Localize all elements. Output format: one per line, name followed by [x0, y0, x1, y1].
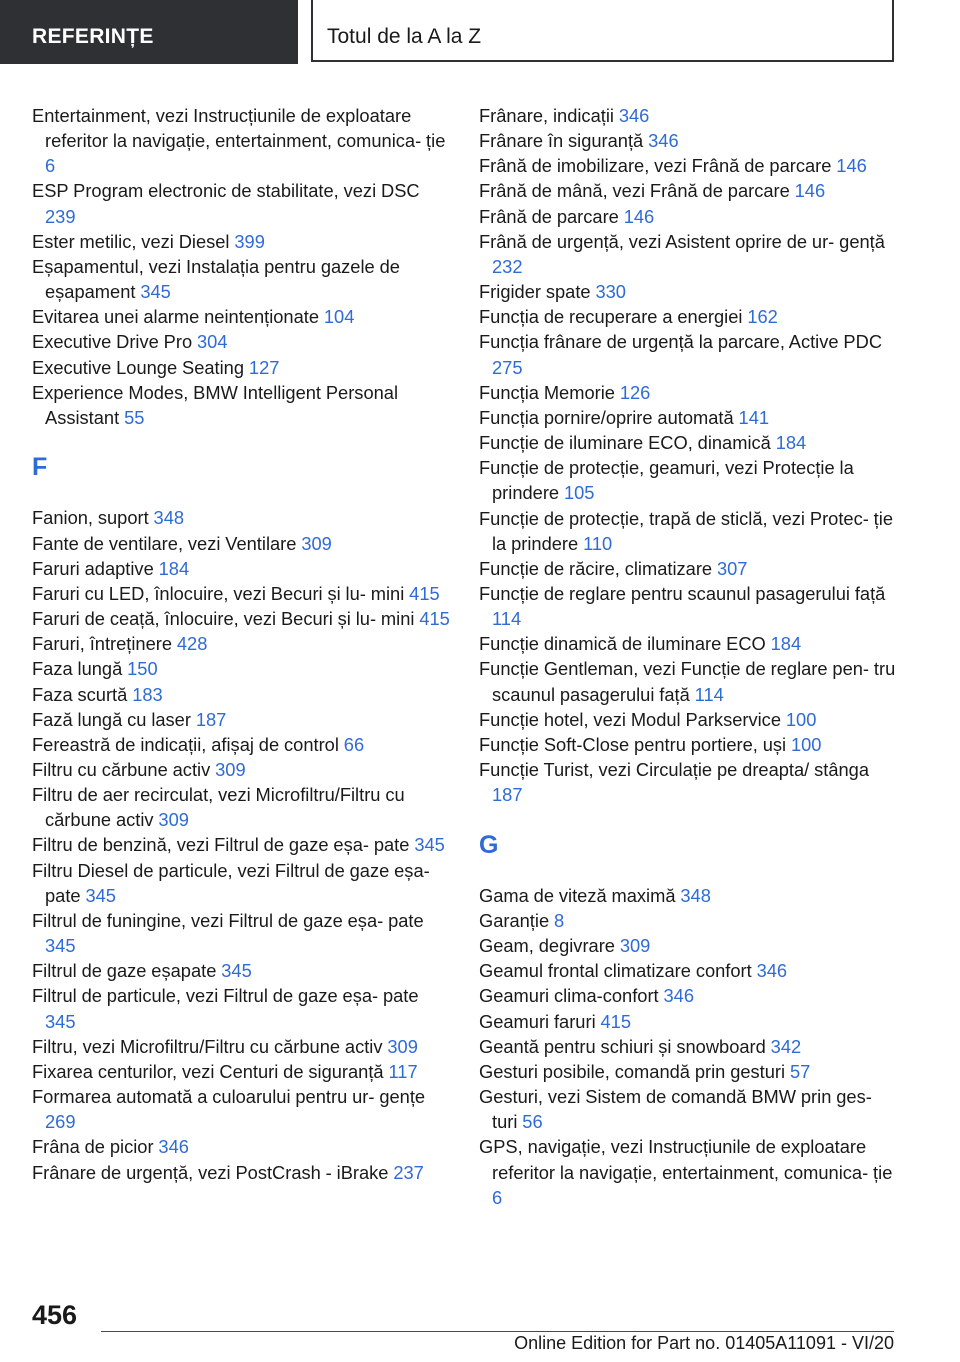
page-reference-link[interactable]: 114 — [492, 608, 522, 630]
index-entry-text: Filtru de benzină, vezi Filtrul de gaze eșa‐ pate — [32, 834, 415, 856]
index-entry-text: Frână de mână, vezi Frână de parcare — [479, 180, 795, 202]
index-entry-text: Filtru de aer recirculat, vezi Microfiltru/Filtru cu cărbune activ — [32, 784, 405, 831]
page-reference-link[interactable]: 117 — [388, 1060, 418, 1082]
index-entry-text: Faruri, întreținere — [32, 633, 177, 655]
page-reference-link[interactable]: 309 — [215, 759, 246, 781]
page-reference-link[interactable]: 304 — [197, 331, 228, 353]
page-number: 456 — [32, 1300, 78, 1330]
index-entry-text: Filtrul de funingine, vezi Filtrul de gaze eșa‐ pate — [32, 909, 424, 931]
index-entry — [32, 556, 450, 581]
index-entry — [32, 858, 450, 908]
index-entry — [32, 304, 450, 329]
index-entry — [32, 983, 450, 1033]
index-entry — [479, 204, 899, 229]
index-entry — [32, 832, 450, 857]
index-entry — [32, 1034, 450, 1059]
index-entry — [32, 254, 450, 304]
page-reference-link[interactable]: 342 — [770, 1035, 802, 1057]
index-entry — [32, 103, 450, 178]
index-entry — [479, 933, 899, 958]
page-reference-link[interactable]: 57 — [789, 1060, 811, 1082]
index-entry-text: Faza lungă — [32, 658, 128, 680]
page-reference-link[interactable]: 399 — [234, 230, 265, 252]
page-reference-link[interactable]: 114 — [694, 683, 724, 705]
index-entry — [32, 958, 450, 983]
index-entry-text: Filtrul de particule, vezi Filtrul de gaze eșa‐ pate — [32, 985, 419, 1007]
index-entry — [479, 1134, 899, 1209]
index-entry-text: Funcție de reglare pentru scaunul pasagerului față — [479, 582, 886, 604]
page-reference-link[interactable]: 415 — [409, 582, 440, 604]
index-entry — [479, 178, 899, 203]
index-column-left — [32, 103, 450, 1185]
index-entry-text: Faruri de ceață, înlocuire, vezi Becuri și lu‐ mini — [32, 608, 420, 630]
index-entry — [32, 656, 450, 681]
index-entry — [479, 1084, 899, 1134]
page-reference-link[interactable]: 100 — [790, 733, 822, 755]
index-entry — [32, 1084, 450, 1134]
page-reference-link[interactable]: 184 — [775, 432, 807, 454]
index-entry — [479, 656, 899, 706]
footer-divider — [101, 1331, 894, 1332]
index-entry — [32, 229, 450, 254]
index-entry-text: Frânare de urgență, vezi PostCrash - iBrake — [32, 1161, 394, 1183]
index-entry — [479, 1034, 899, 1059]
page-reference-link[interactable]: 345 — [140, 281, 171, 303]
page-reference-link[interactable]: 330 — [595, 281, 626, 303]
index-entry — [32, 606, 450, 631]
index-entry-text: Filtru cu cărbune activ — [32, 759, 216, 781]
page-reference-link[interactable]: 6 — [45, 155, 56, 177]
index-column-right — [479, 103, 899, 1210]
page-reference-link[interactable]: 127 — [248, 356, 280, 378]
index-entry — [479, 103, 899, 128]
page-reference-link[interactable]: 309 — [158, 809, 189, 831]
index-entry-text: Geam, degivrare — [479, 935, 620, 957]
page-reference-link[interactable]: 141 — [738, 406, 770, 428]
index-entry-text: Gesturi posibile, comandă prin gesturi — [479, 1060, 790, 1082]
page-reference-link[interactable]: 346 — [158, 1136, 189, 1158]
index-entry-text: Garanție — [479, 909, 554, 931]
page-reference-link[interactable]: 348 — [153, 507, 185, 529]
index-entry — [32, 631, 450, 656]
page-reference-link[interactable]: 183 — [132, 683, 163, 705]
index-entry — [32, 707, 450, 732]
index-entry-text: Funcție hotel, vezi Modul Parkservice — [479, 708, 786, 730]
index-entry — [32, 581, 450, 606]
index-entry-text: Evitarea unei alarme neintenționate — [32, 306, 324, 328]
page-reference-link[interactable]: 345 — [221, 960, 252, 982]
index-entry-text: Gesturi, vezi Sistem de comandă BMW prin ges‐ turi — [479, 1086, 872, 1133]
index-entry-text: Formarea automată a culoarului pentru ur‐ gențe — [32, 1086, 426, 1108]
page-reference-link[interactable]: 345 — [45, 1010, 76, 1032]
page-reference-link[interactable]: 187 — [492, 784, 523, 806]
page-reference-link[interactable]: 184 — [770, 633, 802, 655]
index-entry — [479, 380, 899, 405]
page-reference-link[interactable]: 346 — [756, 960, 788, 982]
index-letter-heading: F — [32, 453, 48, 482]
page-reference-link[interactable]: 309 — [619, 935, 651, 957]
page-reference-link[interactable]: 232 — [492, 255, 523, 277]
page-reference-link[interactable]: 104 — [323, 306, 355, 328]
index-entry — [479, 279, 899, 304]
index-entry — [32, 1134, 450, 1159]
index-entry — [479, 304, 899, 329]
index-entry — [32, 757, 450, 782]
index-entry — [479, 430, 899, 455]
index-entry-text: Eșapamentul, vezi Instalația pentru gazele de eșapament — [32, 255, 400, 303]
index-entry — [32, 682, 450, 707]
index-entry — [479, 506, 899, 556]
index-entry-text: Funcția frânare de urgență la parcare, Active PDC — [479, 331, 883, 353]
index-entry-text: Entertainment, vezi Instrucțiunile de exploatare referitor la navigație, entertainment, comunica‐ ție — [32, 105, 446, 152]
page-reference-link[interactable]: 346 — [663, 985, 695, 1007]
index-entry-text: Filtru Diesel de particule, vezi Filtrul de gaze eșa‐ pate — [32, 859, 430, 906]
index-entry — [32, 531, 450, 556]
index-entry — [479, 581, 899, 631]
index-entry-text: Funcție Soft-Close pentru portiere, uși — [479, 733, 791, 755]
page-reference-link[interactable]: 237 — [393, 1161, 424, 1183]
index-entry-text: ESP Program electronic de stabilitate, vezi DSC — [32, 180, 420, 202]
page-reference-link[interactable]: 66 — [343, 733, 365, 755]
index-entry-text: Funcție de protecție, trapă de sticlă, vezi Protec‐ ție la prindere — [479, 507, 893, 554]
index-entry-text: Frigider spate — [479, 281, 596, 303]
page-reference-link[interactable]: 187 — [195, 708, 227, 730]
page-reference-link[interactable]: 415 — [419, 608, 450, 630]
index-entry-text: Faruri adaptive — [32, 557, 159, 579]
page-reference-link[interactable]: 8 — [554, 909, 565, 931]
page-reference-link[interactable]: 345 — [85, 884, 116, 906]
index-entry-text: Frânare, indicații — [479, 105, 619, 126]
index-entry — [479, 229, 899, 279]
index-entry-text: Funcția Memorie — [479, 381, 620, 403]
page-reference-link[interactable]: 55 — [124, 406, 145, 428]
index-entry-text: Geamul frontal climatizare confort — [479, 960, 757, 982]
page-reference-link[interactable]: 146 — [836, 155, 867, 177]
index-entry-text: Filtru, vezi Microfiltru/Filtru cu cărbune activ — [32, 1035, 388, 1057]
index-entry-text: Ester metilic, vezi Diesel — [32, 230, 235, 252]
index-entry — [479, 757, 899, 807]
page-reference-link[interactable]: 269 — [45, 1111, 76, 1133]
index-entry — [479, 908, 899, 933]
index-entry — [479, 153, 899, 178]
page-reference-link[interactable]: 345 — [45, 935, 76, 957]
section-label: REFERINȚE — [32, 25, 154, 48]
index-entry-text: Executive Lounge Seating — [32, 356, 249, 378]
index-entry — [479, 1009, 899, 1034]
index-entry — [479, 455, 899, 505]
index-entry — [32, 1059, 450, 1084]
page-reference-link[interactable]: 110 — [583, 532, 613, 554]
index-entry-text: Executive Drive Pro — [32, 331, 198, 353]
index-entry-text: Funcție Turist, vezi Circulație pe dreapta/ stânga — [479, 759, 870, 781]
page-reference-link[interactable]: 100 — [785, 708, 817, 730]
index-entry — [32, 355, 450, 380]
page-header — [311, 0, 894, 62]
index-entry-text: Frânare în siguranță — [479, 130, 649, 152]
page-reference-link[interactable]: 348 — [680, 884, 711, 906]
index-entry — [32, 505, 450, 530]
index-entry — [479, 128, 899, 153]
index-entry — [479, 983, 899, 1008]
index-entry — [479, 405, 899, 430]
index-entry-text: Fixarea centurilor, vezi Centuri de siguranță — [32, 1060, 389, 1082]
index-entry-text: Frâna de picior — [32, 1136, 159, 1158]
index-entry-text: Frână de urgență, vezi Asistent oprire de ur‐ gență — [479, 230, 885, 252]
index-entry-text: Fante de ventilare, vezi Ventilare — [32, 532, 302, 554]
index-entry — [32, 178, 450, 228]
index-entry-text: Gama de viteză maximă — [479, 884, 681, 906]
index-entry-text: GPS, navigație, vezi Instrucțiunile de exploatare referitor la navigație, entertainment, comunica‐ ție — [479, 1136, 893, 1183]
index-entry-text: Funcția de recuperare a energiei — [479, 306, 748, 328]
index-entry — [479, 631, 899, 656]
page-reference-link[interactable]: 6 — [492, 1186, 503, 1208]
index-entry-text: Fereastră de indicații, afișaj de control — [32, 733, 344, 755]
index-entry — [32, 380, 450, 430]
index-entry-text: Funcție de protecție, geamuri, vezi Protecție la prindere — [479, 457, 854, 504]
index-entry — [32, 1160, 450, 1185]
page-reference-link[interactable]: 345 — [414, 834, 445, 856]
index-entry-text: Fază lungă cu laser — [32, 708, 196, 730]
page-reference-link[interactable]: 162 — [747, 306, 778, 328]
index-entry — [479, 958, 899, 983]
index-letter-heading: G — [479, 830, 499, 859]
page-reference-link[interactable]: 56 — [522, 1111, 543, 1133]
page-reference-link[interactable]: 146 — [623, 205, 655, 227]
section-tab — [0, 0, 298, 64]
index-entry-text: Funcția pornire/oprire automată — [479, 406, 739, 428]
index-entry — [32, 908, 450, 958]
index-entry-text: Geamuri clima-confort — [479, 985, 664, 1007]
page-reference-link[interactable]: 150 — [127, 658, 158, 680]
index-entry-text: Funcție dinamică de iluminare ECO — [479, 633, 771, 655]
page-reference-link[interactable]: 105 — [563, 482, 595, 504]
page-reference-link[interactable]: 309 — [387, 1035, 418, 1057]
index-entry-text: Geamuri faruri — [479, 1010, 601, 1032]
page-reference-link[interactable]: 275 — [492, 356, 523, 378]
index-entry-text: Faza scurtă — [32, 683, 133, 705]
index-entry — [32, 782, 450, 832]
index-entry — [32, 732, 450, 757]
index-entry-text: Funcție Gentleman, vezi Funcție de reglare pen‐ tru scaunul pasagerului față — [479, 658, 896, 705]
page-reference-link[interactable]: 184 — [158, 557, 190, 579]
page-reference-link[interactable]: 146 — [794, 180, 826, 202]
index-entry-text: Experience Modes, BMW Intelligent Personal Assistant — [32, 381, 399, 428]
index-entry-text: Frână de imobilizare, vezi Frână de parcare — [479, 155, 837, 177]
index-entry-text: Funcție de iluminare ECO, dinamică — [479, 432, 776, 454]
page-reference-link[interactable]: 309 — [301, 532, 332, 554]
index-entry-text: Fanion, suport — [32, 507, 154, 529]
page-title: Totul de la A la Z — [327, 25, 482, 48]
page-reference-link[interactable]: 239 — [45, 205, 76, 227]
footer-edition: Online Edition for Part no. 01405A11091 - VI/20 — [514, 1333, 894, 1353]
index-entry — [479, 732, 899, 757]
index-entry-text: Faruri cu LED, înlocuire, vezi Becuri și lu‐ mini — [32, 582, 410, 604]
page-reference-link[interactable]: 346 — [648, 130, 679, 152]
index-entry — [479, 707, 899, 732]
page-reference-link[interactable]: 307 — [716, 557, 748, 579]
index-entry-text: Funcție de răcire, climatizare — [479, 557, 717, 579]
page-reference-link[interactable]: 346 — [618, 105, 650, 126]
index-entry — [479, 556, 899, 581]
index-entry-text: Filtrul de gaze eșapate — [32, 960, 222, 982]
page-reference-link[interactable]: 415 — [600, 1010, 632, 1032]
index-entry — [32, 329, 450, 354]
page-reference-link[interactable]: 428 — [176, 633, 208, 655]
index-entry — [479, 883, 899, 908]
page-reference-link[interactable]: 126 — [619, 381, 651, 403]
index-entry — [479, 329, 899, 379]
index-entry-text: Frână de parcare — [479, 205, 624, 227]
index-entry — [479, 1059, 899, 1084]
index-entry-text: Geantă pentru schiuri și snowboard — [479, 1035, 771, 1057]
